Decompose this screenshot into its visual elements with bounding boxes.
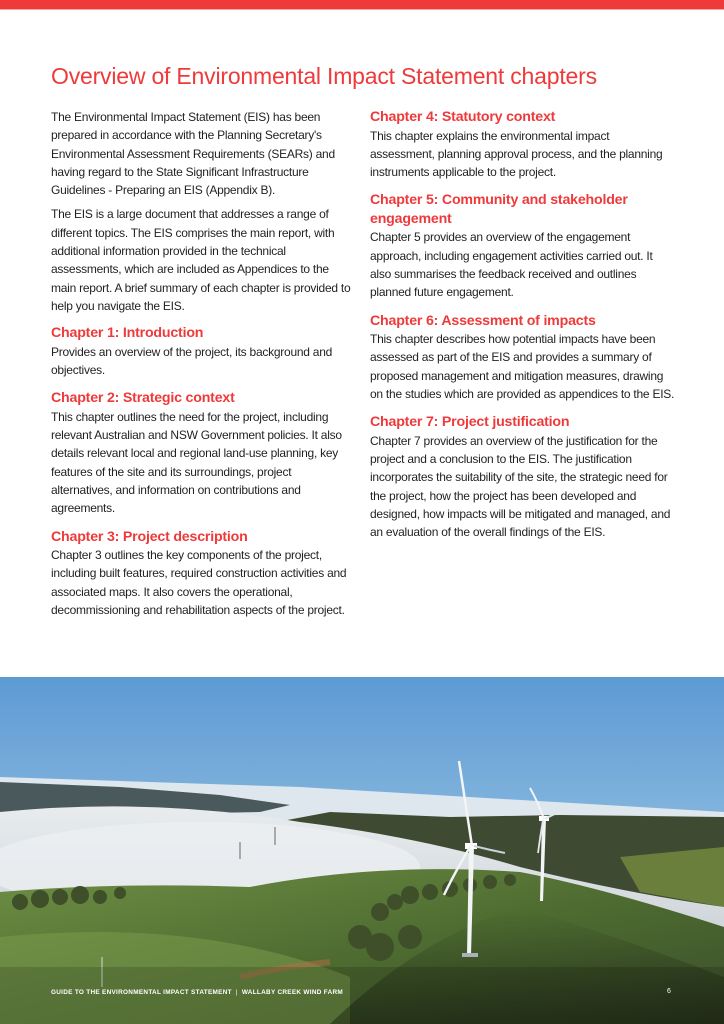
right-column — [370, 108, 675, 549]
footer-running-title — [51, 989, 343, 996]
chapter-section-2 — [51, 389, 351, 517]
chapter-heading: Chapter 6: Assessment of impacts — [370, 312, 596, 329]
left-column — [51, 108, 351, 626]
chapter-heading: Chapter 7: Project justification — [370, 414, 570, 431]
chapter-body: This chapter explains the environmental impact assessment, planning approval process, and the planning instruments applicable to the project. — [370, 128, 663, 180]
wind-farm-photo — [0, 677, 724, 1024]
intro-paragraph: The Environmental Impact Statement (EIS) has been prepared in accordance with the Planning Secretary's Environmental Assessment Requirements (SEARs) and having regard to the State Significant Infrastructure Guidelines - Preparing an EIS (Appendix B). — [51, 110, 335, 198]
chapter-section-3 — [51, 528, 351, 620]
chapter-heading: Chapter 3: Project description — [51, 528, 248, 545]
chapter-section-6 — [370, 312, 675, 404]
top-accent-bar-edge — [0, 9, 724, 10]
chapter-body: Chapter 7 provides an overview of the justification for the project and a conclusion to the EIS. The justification incorporates the suitability of the site, the strategic need for the project, how the project has been developed and designed, how impacts will be mitigated and managed, and an evaluation of the overall findings of the EIS. — [370, 433, 671, 540]
chapter-body: This chapter outlines the need for the project, including relevant Australian and NSW Government policies. It also details relevant local and regional land-use planning, key features of the site and its surroundings, project alternatives, and information on contributions and agreements. — [51, 409, 342, 516]
chapter-body: Provides an overview of the project, its background and objectives. — [51, 344, 333, 378]
chapter-heading: Chapter 4: Statutory context — [370, 109, 556, 125]
chapter-section-4 — [370, 108, 675, 181]
chapter-heading: Chapter 1: Introduction — [51, 325, 204, 342]
page-title: Overview of Environmental Impact Statement chapters — [51, 63, 597, 89]
chapter-heading: Chapter 5: Community and stakeholder engagement — [370, 192, 628, 227]
chapter-section-5 — [370, 191, 675, 301]
chapter-body: Chapter 3 outlines the key components of the project, including built features, required construction activities and associated maps. It also covers the operational, decommissioning and rehabilitation aspects of the project. — [51, 548, 347, 618]
chapter-section-1 — [51, 324, 351, 379]
footer-separator: | — [235, 989, 238, 996]
page-number: 6 — [667, 988, 671, 995]
footer-guide-title: GUIDE TO THE ENVIRONMENTAL IMPACT STATEMENT — [51, 989, 232, 996]
chapter-body: Chapter 5 provides an overview of the engagement approach, including engagement activities carried out. It also summarises the feedback received and outlines planned future engagement. — [370, 230, 653, 300]
chapter-heading: Chapter 2: Strategic context — [51, 390, 235, 407]
top-accent-bar — [0, 0, 724, 9]
chapter-section-7 — [370, 413, 675, 541]
intro-paragraph: The EIS is a large document that addresses a range of different topics. The EIS comprises the main report, with additional information provided in the technical assessments, which are included as Appendices to the main report. A brief summary of each chapter is provided to help you navigate the EIS. — [51, 207, 351, 313]
chapter-body: This chapter describes how potential impacts have been assessed as part of the EIS and provides a summary of proposed management and mitigation measures, drawing on the studies which are provided as appendices to the EIS. — [370, 332, 675, 401]
footer-project-name: WALLABY CREEK WIND FARM — [241, 989, 344, 996]
